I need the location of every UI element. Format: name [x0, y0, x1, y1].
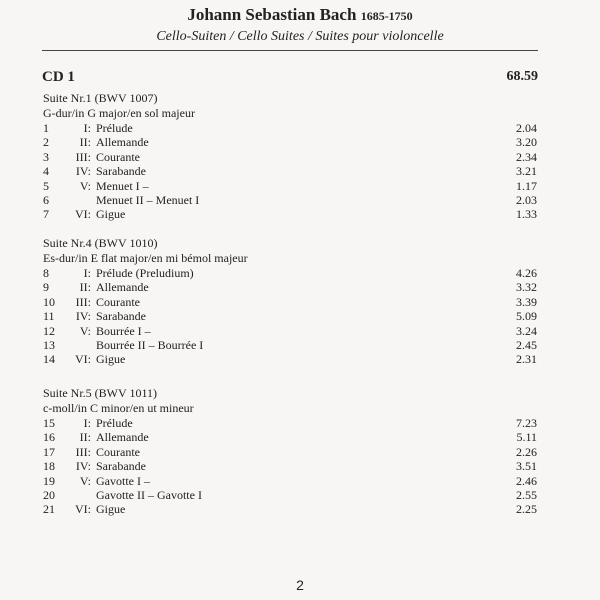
movement-title: Prélude	[96, 121, 133, 135]
track-duration: 2.03	[516, 192, 537, 207]
track-duration: 2.45	[516, 337, 537, 352]
track-row	[43, 193, 543, 207]
track-row	[43, 164, 543, 178]
track-duration: 2.26	[516, 444, 537, 459]
movement-number: IV:	[75, 309, 91, 324]
composer-years: 1685-1750	[360, 9, 413, 23]
track-row	[43, 179, 543, 193]
movement-title: Allemande	[96, 430, 149, 445]
track-row	[43, 338, 543, 352]
track-duration: 1.17	[516, 178, 537, 193]
cd-total-time: 68.59	[506, 69, 538, 84]
track-row	[43, 430, 543, 444]
track-duration: 2.31	[516, 352, 537, 367]
movement-title: Allemande	[96, 135, 149, 150]
movement-number: I:	[83, 416, 91, 430]
track-row	[43, 309, 543, 323]
track-row	[43, 150, 543, 164]
track-number: 1	[43, 121, 49, 135]
track-duration: 2.25	[516, 502, 537, 517]
track-duration: 1.33	[516, 207, 537, 222]
track-duration: 2.46	[516, 473, 537, 488]
track-duration: 4.26	[516, 266, 537, 280]
movement-title: Gavotte II – Gavotte I	[96, 487, 202, 502]
track-duration: 5.11	[516, 430, 537, 445]
movement-title: Courante	[96, 444, 140, 459]
track-number: 12	[43, 323, 55, 338]
movement-title: Sarabande	[96, 459, 146, 474]
movement-number: I:	[83, 266, 91, 280]
track-number: 17	[43, 444, 55, 459]
header	[0, 4, 600, 46]
track-duration: 3.24	[516, 323, 537, 338]
track-row	[43, 135, 543, 149]
track-number: 11	[43, 309, 55, 324]
suite-block-1	[43, 91, 543, 222]
track-number: 10	[43, 294, 55, 309]
track-number: 3	[43, 149, 49, 164]
track-duration: 7.23	[516, 416, 537, 430]
track-number: 5	[43, 178, 49, 193]
movement-number: III:	[75, 294, 91, 309]
track-duration: 5.09	[516, 309, 537, 324]
movement-title: Courante	[96, 149, 140, 164]
track-row	[43, 121, 543, 135]
track-duration: 2.04	[516, 121, 537, 135]
suite-key: c-moll/in C minor/en ut mineur	[43, 401, 194, 415]
movement-number: III:	[75, 444, 91, 459]
track-number: 9	[43, 280, 49, 295]
movement-title: Bourrée II – Bourrée I	[96, 337, 204, 352]
track-row	[43, 416, 543, 430]
suite-title: Suite Nr.5 (BWV 1011)	[43, 386, 157, 400]
movement-number: III:	[75, 149, 91, 164]
movement-title: Prélude (Preludium)	[96, 266, 194, 280]
track-duration: 3.39	[516, 294, 537, 309]
movement-title: Prélude	[96, 416, 133, 430]
track-duration: 3.32	[516, 280, 537, 295]
track-duration: 3.51	[516, 459, 537, 474]
suite-block-4	[43, 236, 543, 367]
cd-label: CD 1	[42, 69, 75, 85]
page-number: 2	[296, 577, 304, 593]
track-number: 16	[43, 430, 55, 445]
suite-block-5	[43, 386, 543, 517]
movement-title: Gigue	[96, 502, 126, 517]
movement-title: Sarabande	[96, 309, 146, 324]
track-number: 13	[43, 337, 55, 352]
track-row	[43, 207, 543, 221]
movement-number: II:	[79, 430, 91, 445]
track-row	[43, 324, 543, 338]
movement-title: Gavotte I –	[96, 473, 150, 488]
movement-number: V:	[79, 473, 91, 488]
track-row	[43, 266, 543, 280]
suite-key: G-dur/in G major/en sol majeur	[43, 106, 195, 120]
composer-line	[0, 4, 600, 27]
track-row	[43, 280, 543, 294]
track-number: 20	[43, 487, 55, 502]
track-row	[43, 445, 543, 459]
movement-title: Sarabande	[96, 164, 146, 179]
subtitle: Cello-Suiten / Cello Suites / Suites pour violoncelle	[156, 29, 444, 44]
composer-name: Johann Sebastian Bach	[187, 5, 357, 24]
movement-title: Gigue	[96, 352, 126, 367]
suite-title: Suite Nr.4 (BWV 1010)	[43, 236, 158, 250]
track-row	[43, 459, 543, 473]
movement-title: Bourrée I –	[96, 323, 151, 338]
suite-key: Es-dur/in E flat major/en mi bémol majeur	[43, 251, 248, 265]
movement-number: VI:	[75, 502, 91, 517]
movement-title: Menuet I –	[96, 178, 149, 193]
track-row	[43, 502, 543, 516]
track-number: 6	[43, 192, 49, 207]
track-number: 7	[43, 207, 49, 222]
track-row	[43, 352, 543, 366]
movement-number: II:	[79, 135, 91, 150]
movement-number: I:	[83, 121, 91, 135]
track-duration: 3.21	[516, 164, 537, 179]
track-number: 8	[43, 266, 49, 280]
track-number: 15	[43, 416, 55, 430]
movement-number: IV:	[75, 164, 91, 179]
movement-number: V:	[79, 178, 91, 193]
movement-number: VI:	[75, 207, 91, 222]
track-row	[43, 474, 543, 488]
movement-number: V:	[79, 323, 91, 338]
suite-title: Suite Nr.1 (BWV 1007)	[43, 91, 158, 105]
track-row	[43, 488, 543, 502]
movement-title: Menuet II – Menuet I	[96, 192, 200, 207]
movement-number: II:	[79, 280, 91, 295]
movement-title: Allemande	[96, 280, 149, 295]
track-duration: 3.20	[516, 135, 537, 150]
track-number: 19	[43, 473, 55, 488]
track-number: 18	[43, 459, 55, 474]
track-duration: 2.34	[516, 149, 537, 164]
header-divider	[42, 50, 538, 51]
track-duration: 2.55	[516, 487, 537, 502]
movement-number: IV:	[75, 459, 91, 474]
track-number: 4	[43, 164, 49, 179]
movement-title: Courante	[96, 294, 140, 309]
track-number: 21	[43, 502, 55, 517]
movement-title: Gigue	[96, 207, 126, 222]
track-number: 14	[43, 352, 55, 367]
track-number: 2	[43, 135, 49, 150]
movement-number: VI:	[75, 352, 91, 367]
track-row	[43, 295, 543, 309]
